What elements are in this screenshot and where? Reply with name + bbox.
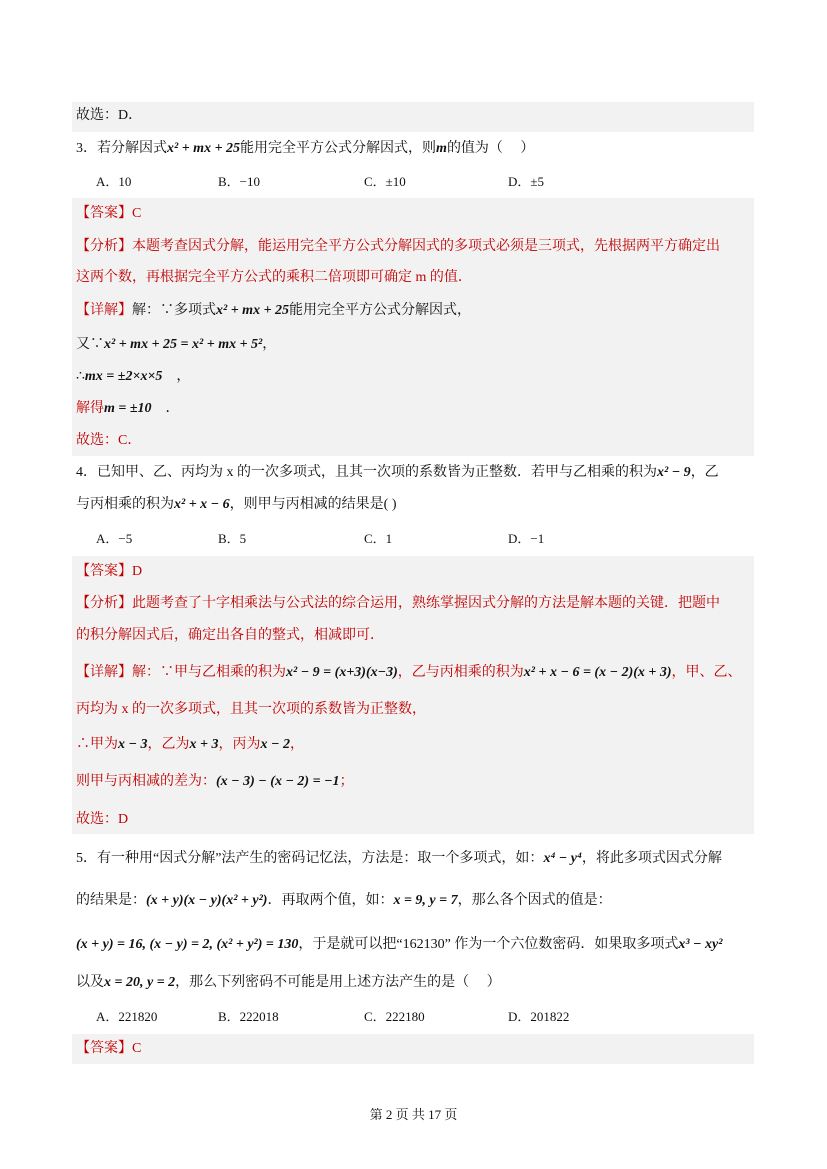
- q5-option-b: B．222018: [218, 1009, 279, 1024]
- q4-stem-2a: 与丙相乘的积为: [76, 497, 174, 512]
- q4-detail-3c: ，丙为: [218, 737, 261, 752]
- q4-analysis-tag: 【分析】: [76, 596, 132, 611]
- q4-choice: 故选：D: [76, 812, 129, 827]
- q3-stem: [76, 139, 534, 159]
- q5-stem-2-expr2: x = 9, y = 7: [393, 893, 458, 908]
- q5-stem-line-4: [76, 973, 501, 993]
- q3-detail-1a: 解：∵多项式: [132, 303, 216, 318]
- q4-detail-1-expr: x² − 9 = (x+3)(x−3): [286, 665, 398, 680]
- q4-detail-4a: 则甲与丙相减的差为：: [76, 774, 216, 789]
- q4-detail-tag: 【详解】: [76, 665, 132, 680]
- q5-stem-2-expr: (x + y)(x − y)(x² + y²): [146, 893, 268, 908]
- q3-analysis-tag: 【分析】: [76, 239, 132, 254]
- q5-stem-2c: ，那么各个因式的值是：: [457, 893, 612, 908]
- q3-detail-1b: 能用完全平方公式分解因式，: [289, 303, 472, 318]
- q4-detail-3-expr3: x − 2: [260, 737, 290, 752]
- q4-detail-line-3: [76, 735, 304, 755]
- q3-detail-line-2: [76, 335, 276, 355]
- q4-detail-1c: ，甲、乙、: [671, 665, 742, 680]
- q5-stem-1b: ，将此多项式因式分解: [581, 851, 722, 866]
- q3-detail-4a: 解得: [76, 401, 104, 416]
- q3-option-b: B．−10: [218, 174, 261, 189]
- q5-option-d: D．201822: [508, 1009, 570, 1024]
- q5-answer: 【答案】C: [76, 1041, 142, 1056]
- q4-answer: 【答案】D: [76, 564, 143, 579]
- q4-stem-1a: 4．已知甲、乙、丙均为 x 的一次多项式，且其一次项的系数皆为正整数．若甲与乙相乘的积为: [76, 465, 657, 480]
- q3-stem-var: m: [436, 141, 447, 156]
- q5-stem-3-expr2: x³ − xy²: [678, 937, 723, 952]
- q3-stem-a: 3．若分解因式: [76, 141, 167, 156]
- q3-detail-2b: ，: [262, 337, 277, 352]
- q3-stem-expr: x² + mx + 25: [167, 141, 241, 156]
- q3-detail-3b: ，: [162, 369, 191, 384]
- q4-detail-line-2: 丙均为 x 的一次多项式，且其一次项的系数皆为正整数，: [76, 702, 426, 717]
- q4-analysis-text-1: 此题考查了十字相乘法与公式法的综合运用，熟练掌握因式分解的方法是解本题的关键．把题中: [132, 596, 720, 611]
- q3-stem-b: 能用完全平方公式分解因式，则: [240, 141, 437, 156]
- q3-detail-3-expr: mx = ±2×x×5: [84, 369, 163, 384]
- q4-option-b: B．5: [218, 531, 247, 546]
- q4-detail-3-expr2: x + 3: [189, 737, 219, 752]
- q3-analysis-line-2: 这两个数，再根据完全平方公式的乘积二倍项即可确定 m 的值．: [76, 270, 472, 285]
- q5-stem-4a: 以及: [76, 975, 104, 990]
- q3-detail-2-expr: x² + mx + 25 = x² + mx + 5²: [104, 337, 263, 352]
- q3-detail-line-4: [76, 399, 180, 419]
- q3-detail-line-3: [76, 367, 190, 387]
- q3-detail-4b: ．: [151, 401, 180, 416]
- q5-stem-4-expr: x = 20, y = 2: [104, 975, 176, 990]
- q4-detail-3d: ，: [289, 737, 304, 752]
- q5-option-c: C．222180: [364, 1009, 425, 1024]
- q4-detail-line-4: [76, 772, 354, 792]
- q3-detail-3a: ∴: [76, 369, 85, 384]
- q4-stem-1-expr: x² − 9: [657, 465, 691, 480]
- q4-detail-3b: ，乙为: [147, 737, 190, 752]
- q4-stem-2b: ，则甲与丙相减的结果是( ): [229, 497, 397, 512]
- q5-stem-line-3: [76, 935, 722, 955]
- q4-detail-3-expr1: x − 3: [118, 737, 148, 752]
- q3-stem-c: 的值为（ ）: [446, 141, 535, 156]
- answer-block-q2-tail: [72, 102, 754, 132]
- q5-stem-2b: ．再取两个值，如：: [267, 893, 394, 908]
- q4-option-c: C．1: [364, 531, 393, 546]
- q3-detail-1-expr: x² + mx + 25: [216, 303, 290, 318]
- q3-answer: 【答案】C: [76, 206, 142, 221]
- q4-stem-line-1: [76, 463, 719, 483]
- q5-stem-2a: 的结果是：: [76, 893, 146, 908]
- q3-detail-tag: 【详解】: [76, 303, 132, 318]
- q3-analysis-text-1: 本题考查因式分解，能运用完全平方公式分解因式的多项式必须是三项式，先根据两平方确定出: [132, 239, 720, 254]
- q5-stem-1a: 5．有一种用“因式分解”法产生的密码记忆法，方法是：取一个多项式，如：: [76, 851, 544, 866]
- q4-detail-4-expr: (x − 3) − (x − 2) = −1: [216, 774, 340, 789]
- q4-analysis-line-1: [76, 594, 720, 614]
- q5-stem-3-expr: (x + y) = 16, (x − y) = 2, (x² + y²) = 130: [76, 937, 299, 952]
- q4-detail-line-1: [76, 663, 742, 683]
- q3-detail-line-1: [76, 301, 471, 321]
- q5-stem-line-1: [76, 849, 722, 869]
- q4-detail-1b: ，乙与丙相乘的积为: [397, 665, 524, 680]
- q3-detail-4-expr: m = ±10: [104, 401, 152, 416]
- q3-detail-2a: 又∵: [76, 337, 104, 352]
- q3-analysis-line-1: [76, 237, 720, 257]
- q5-stem-3b: ，于是就可以把“162130” 作为一个六位数密码．如果取多项式: [298, 937, 679, 952]
- q4-analysis-line-2: 的积分解因式后，确定出各自的整式，相减即可．: [76, 628, 384, 643]
- q5-stem-1-expr: x⁴ − y⁴: [543, 851, 582, 866]
- answer-block-q5: [72, 1034, 754, 1064]
- q3-option-c: C．±10: [364, 174, 406, 189]
- q4-option-a: A．−5: [96, 531, 133, 546]
- q4-detail-4b: ；: [339, 774, 354, 789]
- q5-stem-line-2: [76, 891, 612, 911]
- q4-option-d: D．−1: [508, 531, 545, 546]
- q4-detail-1-expr2: x² + x − 6 = (x − 2)(x + 3): [523, 665, 672, 680]
- q5-stem-4b: ，那么下列密码不可能是用上述方法产生的是（ ）: [175, 975, 501, 990]
- q4-stem-line-2: [76, 495, 397, 515]
- q3-choice: 故选：C．: [76, 433, 142, 448]
- q4-detail-1a: 解：∵甲与乙相乘的积为: [132, 665, 286, 680]
- q4-stem-2-expr: x² + x − 6: [174, 497, 230, 512]
- q5-option-a: A．221820: [96, 1009, 158, 1024]
- q4-stem-1b: ，乙: [690, 465, 719, 480]
- q4-detail-3a: ∴甲为: [76, 737, 118, 752]
- q3-option-a: A．10: [96, 174, 132, 189]
- q3-option-d: D．±5: [508, 174, 545, 189]
- q2-choice: 故选：D．: [76, 108, 143, 123]
- page-footer: 第 2 页 共 17 页: [369, 1107, 458, 1122]
